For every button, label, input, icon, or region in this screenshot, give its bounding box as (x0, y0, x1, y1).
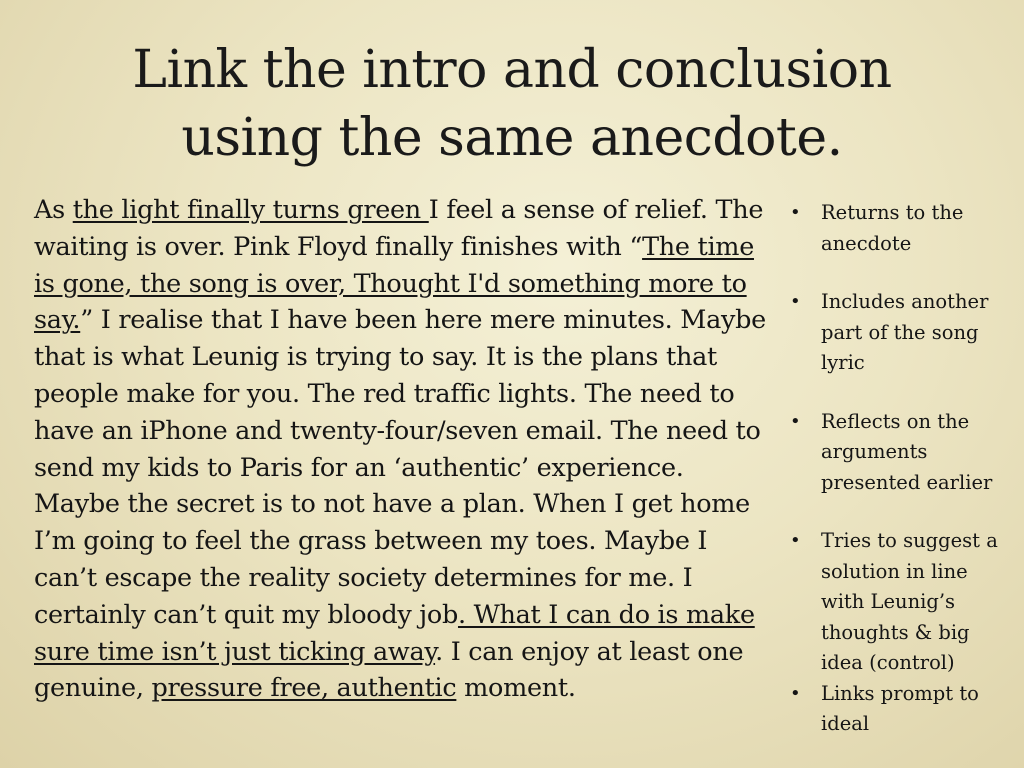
title-line-1: Link the intro and conclusion (132, 40, 892, 100)
paragraph-text: . I can enjoy at least one genuine, (34, 636, 744, 704)
bullet-item (788, 407, 998, 499)
bullet-text: Returns to the anecdote (821, 201, 964, 255)
bullet-dot-icon: • (790, 410, 801, 432)
bullet-dot-icon: • (790, 202, 801, 223)
paragraph-text: As (34, 195, 73, 225)
bullet-text: Includes another part of the song lyric (821, 290, 989, 374)
bullet-text: Tries to suggest a solution in line with Leunig’s thoughts & big idea (control) (821, 529, 998, 674)
underlined-lyric: The time is gone, the song is over, Thought I'd something more to say. (34, 231, 754, 336)
bullet-item (788, 198, 998, 259)
bullet-text: Reflects on the arguments presented earlier (821, 409, 993, 494)
bullet-list (788, 198, 998, 740)
bullet-text: Links prompt to ideal (821, 681, 979, 735)
underlined-phrase: the light finally turns green (72, 195, 429, 225)
paragraph-text: moment. (456, 673, 576, 704)
slide-title (40, 36, 984, 172)
bullet-dot-icon: • (790, 530, 801, 551)
bullet-dot-icon: • (790, 682, 801, 704)
bullet-item (788, 287, 998, 379)
conclusion-paragraph (34, 192, 768, 707)
paragraph-text: ” I realise that I have been here mere minutes. Maybe that is what Leunig is trying to say. It is the plans that people make for you. The red traffic lights. The need to have an iPhone and twenty-four/seven email. The need to send my kids to Paris for an ‘authentic’ experience. Maybe the secret is to not have a plan. When I get home I’m going to feel the grass between my toes. Maybe I can’t escape the reality society determines for me. I certainly can’t quit my bloody job (34, 305, 766, 630)
title-line-2: using the same anecdote. (181, 108, 843, 168)
bullet-dot-icon: • (790, 291, 801, 312)
underlined-phrase: . What I can do is make sure time isn’t just ticking away (34, 599, 755, 667)
underlined-phrase: pressure free, authentic (151, 673, 457, 704)
paragraph-text: I feel a sense of relief. The waiting is over. Pink Floyd finally finishes with “ (34, 195, 764, 262)
bullet-item (788, 526, 998, 679)
bullet-item (788, 679, 998, 740)
